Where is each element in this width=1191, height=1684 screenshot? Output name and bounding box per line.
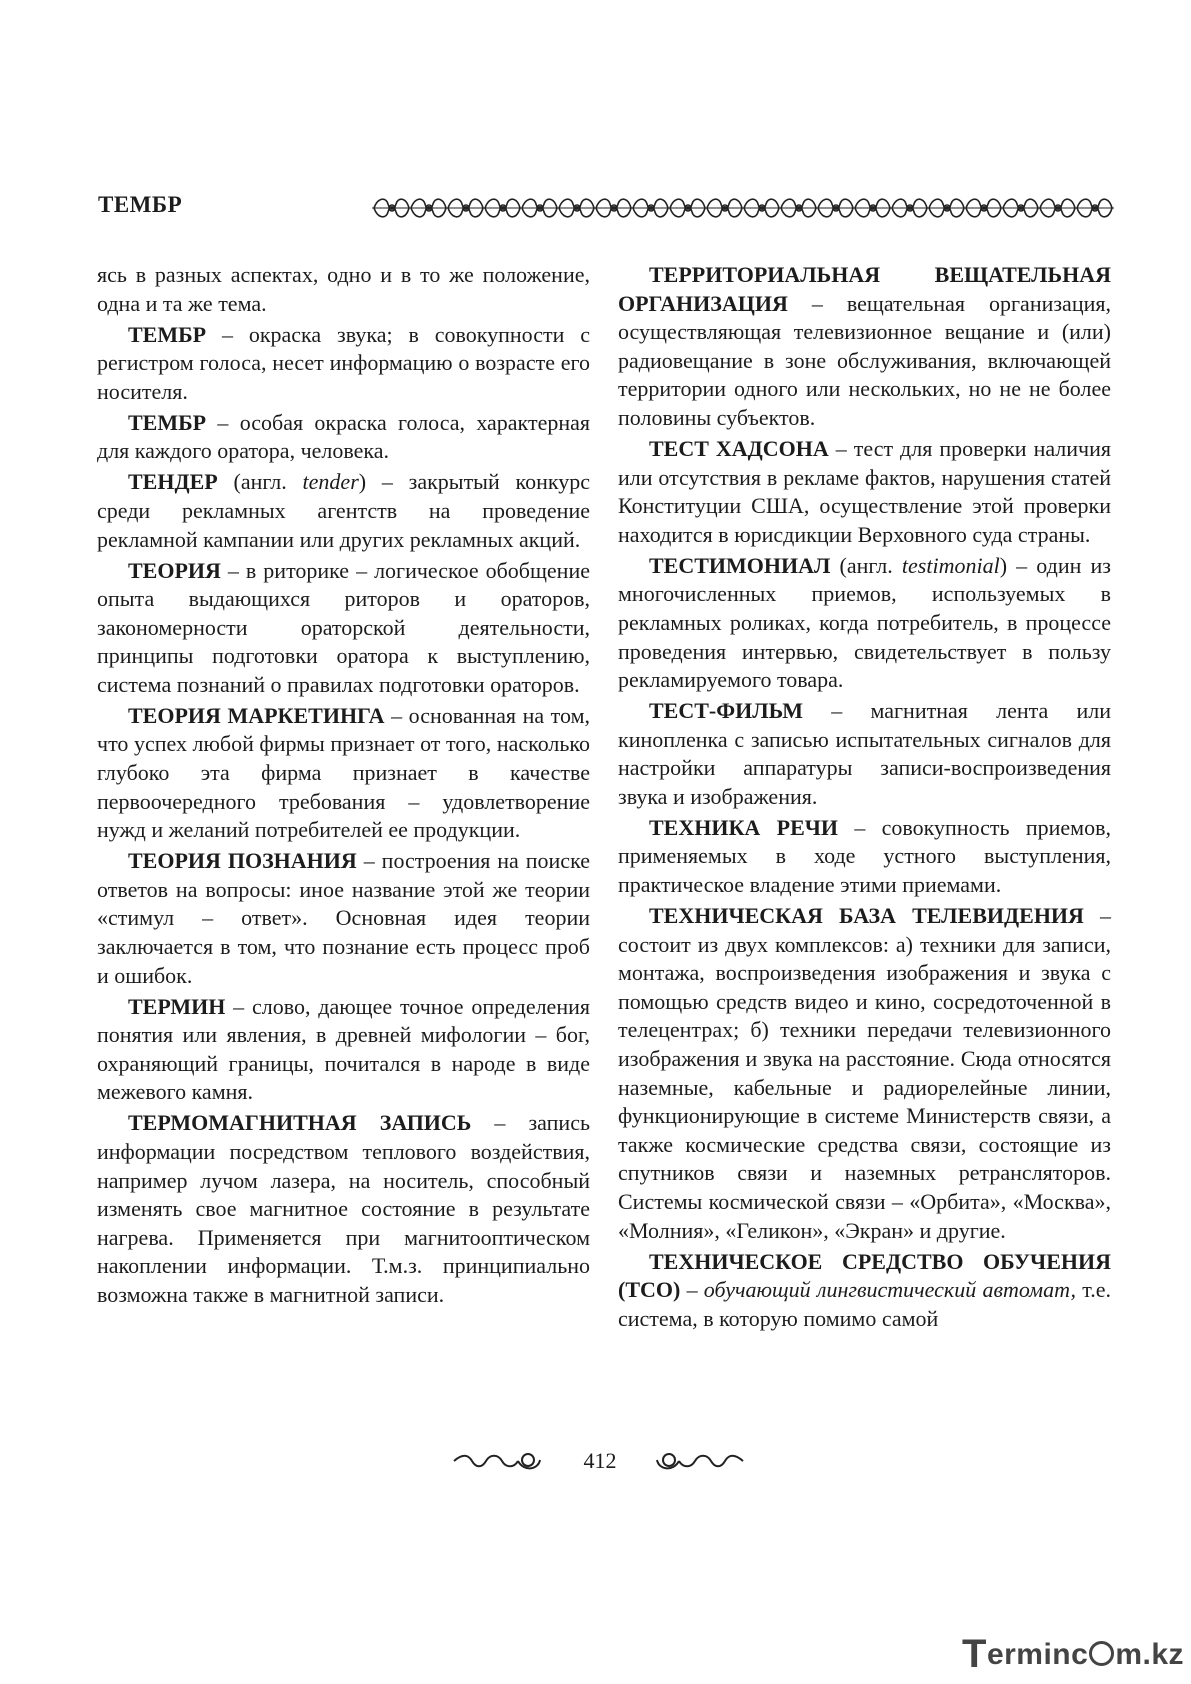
dictionary-entry: ТЕМБР – особая окраска голоса, характерная для каждого оратора, человека. bbox=[97, 409, 590, 464]
entry-term: ТЕХНИЧЕСКОЕ СРЕДСТВО ОБУЧЕНИЯ (ТСО) bbox=[618, 1248, 1111, 1303]
watermark-tail: m.kz bbox=[1115, 1638, 1185, 1671]
running-head: ТЕМБР bbox=[98, 192, 183, 217]
watermark-ring-icon bbox=[1089, 1641, 1114, 1666]
entry-italic-definition: – обучающий лингвистический автомат, bbox=[680, 1277, 1077, 1303]
entry-term: ТЕОРИЯ МАРКЕТИНГА bbox=[128, 702, 385, 728]
watermark-initial: T bbox=[962, 1632, 987, 1676]
dictionary-entry: ТЕСТИМОНИАЛ (англ. testimonial) – один из многочисленных приемов, используемых в рекламных роликах, когда потребитель, в процессе проведения интервью, свидетельствует в пользу рекламируемого товара. bbox=[618, 552, 1111, 693]
continued-paragraph: ясь в разных аспектах, одно и в то же положение, одна и та же тема. bbox=[97, 262, 590, 316]
entry-term: ТЕМБР bbox=[128, 409, 207, 435]
dictionary-entry: ТЕСТ ХАДСОНА – тест для проверки наличия или отсутствия в рекламе фактов, нарушения статей Конституции США, осуществление этой проверки находится в юрисдикции Верховного суда страны. bbox=[618, 435, 1112, 547]
watermark-logo bbox=[962, 1632, 1185, 1676]
footer-ornament-left bbox=[452, 1448, 542, 1474]
header-ornament bbox=[372, 193, 1114, 223]
dictionary-entry: ТЕНДЕР (англ. tender) – закрытый конкурс среди рекламных агентств на проведение рекламной кампании или других рекламных акций. bbox=[97, 469, 591, 552]
footer-ornament-right bbox=[655, 1448, 745, 1474]
entry-term: ТЕОРИЯ bbox=[128, 557, 221, 583]
dictionary-entry: ТЕРМИН – слово, дающее точное определения понятия или явления, в древней мифологии – бог, охраняющий границы, почитался в народе в виде межевого камня. bbox=[97, 993, 590, 1105]
dictionary-entry: ТЕОРИЯ МАРКЕТИНГА – основанная на том, что успех любой фирмы признает от того, насколько глубоко эта фирма признает в качестве первоочередного требования – удовлетворение нужд и желаний потребителей ее продукции. bbox=[97, 702, 590, 843]
watermark-middle: erminc bbox=[986, 1638, 1089, 1671]
entry-term: ТЕХНИКА РЕЧИ bbox=[649, 814, 838, 840]
entry-term: ТЕСТИМОНИАЛ bbox=[649, 552, 831, 578]
dictionary-entry: ТЕХНИЧЕСКАЯ БАЗА ТЕЛЕВИДЕНИЯ – состоит из двух комплексов: а) техники для записи, монтажа, воспроизведения изображения и звука с помощью средств видео и кино, сосредоточенной в телецентрах; б) техники передачи телевизионного изображения и звука на расстояние. Сюда относятся наземные, кабельные и радиорелейные линии, функционирующие в системе Министерств связи, а также космические средства связи, состоящие из спутников связи и наземных ретрансляторов. Системы космической связи – «Орбита», «Москва», «Молния», «Геликон», «Экран» и другие. bbox=[618, 903, 1111, 1243]
dictionary-entry: ТЕРРИТОРИАЛЬНАЯ ВЕЩАТЕЛЬНАЯ ОРГАНИЗАЦИЯ – вещательная организация, осуществляющая телевизионное вещание и (или) радиовещание в зоне обслуживания, включающей территории одного или нескольких, но не не более половины субъектов. bbox=[618, 262, 1111, 430]
entry-term: ТЕРМОМАГНИТНАЯ ЗАПИСЬ bbox=[128, 1110, 472, 1136]
entry-term: ТЕОРИЯ ПОЗНАНИЯ bbox=[128, 848, 357, 874]
entry-term: ТЕРРИТОРИАЛЬНАЯ ВЕЩАТЕЛЬНАЯ ОРГАНИЗАЦИЯ bbox=[618, 262, 1111, 316]
page-number: 412 bbox=[583, 1448, 617, 1473]
entry-term: ТЕРМИН bbox=[128, 993, 226, 1019]
dictionary-entry: ТЕХНИКА РЕЧИ – совокупность приемов, применяемых в ходе устного выступления, практическое владение этими приемами. bbox=[618, 814, 1111, 898]
entry-source-word: tender bbox=[302, 469, 359, 495]
entry-term: ТЕСТ ХАДСОНА bbox=[649, 435, 829, 461]
left-column bbox=[97, 261, 590, 1312]
dictionary-entry: ТЕОРИЯ ПОЗНАНИЯ – построения на поиске ответов на вопросы: иное название этой же теории «стимул – ответ». Основная идея теории заключается в том, что познание есть процесс проб и ошибок. bbox=[97, 848, 590, 988]
right-column bbox=[618, 261, 1111, 1336]
entry-source-word: testimonial bbox=[901, 552, 1000, 578]
dictionary-entry: ТЕМБР – окраска звука; в совокупности с регистром голоса, несет информацию о возрасте его носителя. bbox=[97, 321, 590, 404]
dictionary-entry: ТЕХНИЧЕСКОЕ СРЕДСТВО ОБУЧЕНИЯ (ТСО) – обучающий лингвистический автомат, т.е. система, в которую помимо самой bbox=[618, 1248, 1111, 1331]
dictionary-entry: ТЕОРИЯ – в риторике – логическое обобщение опыта выдающихся риторов и ораторов, закономерности ораторской деятельности, принципы подготовки оратора к выступлению, система познаний о правилах подготовки ораторов. bbox=[97, 557, 590, 697]
entry-term: ТЕНДЕР bbox=[128, 469, 218, 495]
entry-term: ТЕМБР bbox=[128, 321, 207, 347]
entry-term: ТЕСТ-ФИЛЬМ bbox=[649, 698, 804, 724]
dictionary-entry: ТЕРМОМАГНИТНАЯ ЗАПИСЬ – запись информации посредством теплового воздействия, например лучом лазера, на носитель, способный изменять свое магнитное состояние в результате нагрева. Применяется при магнитооптическом накоплении информации. Т.м.з. принципиально возможна также в магнитной записи. bbox=[97, 1110, 590, 1307]
dictionary-entry: ТЕСТ-ФИЛЬМ – магнитная лента или кинопленка с записью испытательных сигналов для настройки аппаратуры записи-воспроизведения звука и изображения. bbox=[618, 698, 1111, 809]
entry-term: ТЕХНИЧЕСКАЯ БАЗА ТЕЛЕВИДЕНИЯ bbox=[649, 903, 1084, 929]
